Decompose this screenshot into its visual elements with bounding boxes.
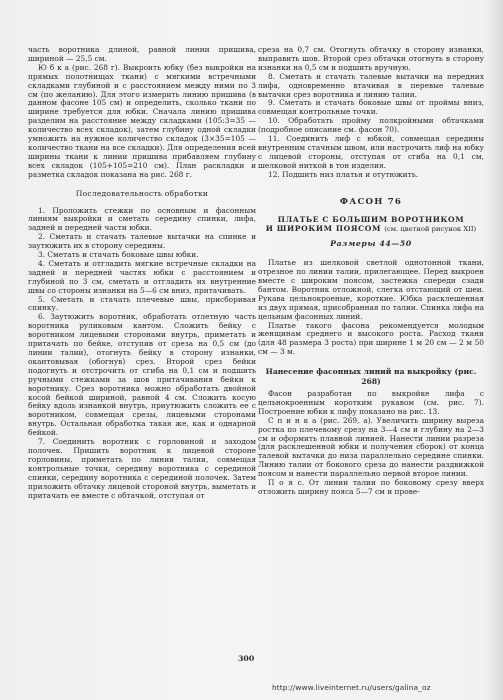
- dress-title-line: [258, 224, 484, 234]
- left-column: [28, 46, 256, 500]
- paragraph: 4. Сметать и отгладить мягкие встречные складки на задней и передней частях юбки с расстоянием и глубиной по 3 см, сметать и отгладить их внутренние швы со стороны изнанки на 5—6 см вниз, притачивать.: [28, 258, 256, 295]
- page-edge-shadow: [485, 0, 503, 700]
- paragraph: П о я с. От линии талии по боковому срезу вверх отложить ширину пояса 5—7 см и прове-: [258, 478, 484, 496]
- paragraph: Ю б к а (рис. 268 г). Выкроить юбку (без выкройки на прямых полотнищах ткани) с мягкими встречными складками глубиной и с расстоянием между ними по 3 см (по желанию). Для этого измерить линию пришива (в данном фасоне 105 см) и определить, сколько ткани по ширине требуется для юбки. Сначала линию пришива разделим на расстояние между складками (105:3=35 — количество всех складок), затем глубину одной складки умножить на нужное количество складок (3×35=105 — количество ткани на все складки). Для определения всей ширины ткани к линии пришива прибавляем глубину всех складок (105+105=210 см). План раскладки и разметка складок показана на рис. 268 г.: [28, 62, 256, 179]
- section-heading: Последовательность обработки: [75, 188, 209, 198]
- paragraph: 6. Заутюжить воротник, обработать отлетную часть воротника руликовым кантом. Сложить бейку с воротником лицевыми сторонами внутрь, приметать и притачать по бейке, отступив от среза на 0,5 см (до линии талии), отогнуть бейку в сторону изнанки, окантовывая (обогнув) срез. Второй срез бейки подогнуть и отстрочить от сгиба на 0,1 см и подшить ручными стежками за шов притачивания бейки к воротнику. Срез воротника можно обработать двойной косой бейкой шириной, равной 4 см. Сложить косую бейку вдоль изнанкой внутрь, приутюжить сложить ее с воротником, совмещая срезы, лицевыми сторонами внутрь. Остальная обработка такая же, как и однарной бейкой.: [28, 312, 256, 438]
- paragraph: 3. Сметать и стачать боковые швы юбки.: [38, 250, 199, 260]
- section-title: Нанесение фасонных линий на выкройку (рис. 268): [265, 367, 477, 386]
- dress-title-line: ПЛАТЬЕ С БОЛЬШИМ ВОРОТНИКОМ: [277, 214, 465, 224]
- paragraph: Платье из шелковой светлой однотонной ткани, отрезное по линии талии, прилегающее. Перед выкроен вместе с широким поясом, застежка спереди сзади бантом. Воротник отложной, слегка отстающий от шеи. Рукава цельнокроеные, короткие. Юбка расклешенная из двух прямая, присобранная по талии. Спинка лифа на цельным фасонных линий.: [258, 258, 484, 321]
- color-plate-reference: (см. цветной рисунок XII): [384, 224, 477, 233]
- dress-title: [258, 215, 484, 235]
- fashion-number: ФАСОН 76: [339, 196, 403, 207]
- paragraph: 11. Соединить лиф с юбкой, совмещая середины внутренним стачным швом, или настрочить лиф на юбку с лицевой стороны, отступая от сгиба на 0,1 см, шелковой ниткой в тон изделия.: [258, 134, 484, 170]
- paragraph: 9. Сметать и стачать боковые швы от проймы вниз, совмещая контрольные точки.: [258, 98, 484, 117]
- sizes-label: Размеры 44—50: [330, 239, 412, 249]
- paragraph: Платье такого фасона рекомендуется молодым женщинам среднего и высокого роста. Расход ткани (для 48 размера 3 роста) при ширине 1 м 20 см — 2 м 50 см — 3 м.: [258, 320, 484, 357]
- paragraph: С п и н к а (рис. 269, а). Увеличить ширину выреза ростка по плечевому срезу на 3—4 см и глубину на 2—3 см и оформить плавной линией. Нанести линии разреза (для расклешенной юбки и получения сборок) от конца талевой вытачки до низа параллельно середине спинки. Линию талии от бокового среза до нанести раздвижкой поясом и нанести параллельно первой второе линии.: [258, 415, 484, 479]
- footer-url: http://www.liveinternet.ru/users/galina_oz: [272, 683, 431, 692]
- paragraph: 5. Сметать и стачать плечевые швы, присборивая спинку.: [28, 294, 256, 313]
- paragraph: 10. Обработать пройму полкройными обтачками (подробное описание см. фасон 70).: [258, 116, 484, 135]
- page-number: 300: [238, 654, 255, 663]
- paragraph: 7. Соединить воротник с горловиной и заходом полочек. Пришить воротник к лицевой стороне горловины, приметать по линии талии, совмещая контрольные точки, середину воротника с серединой спинки, середину воротника с серединой полочек. Затем приложить обтачку лицевой стороной внутрь, выметать и притачать ее вместе с обтачкой, отступая от: [28, 437, 256, 500]
- paragraph: 12. Подшить низ платья и отутюжить.: [268, 169, 419, 179]
- right-column: [258, 46, 484, 497]
- paragraph: Фасон разработан по выкройке лифа с цельнокроенным коротким рукавом (см. рис. 7). Построение юбки к лифу показано на рис. 13.: [258, 389, 484, 416]
- paragraph: 8. Сметать и стачать талевые вытачки на передних лифа, одновременно втачивая в перевые талевые вытачки срез воротника и линию талии.: [258, 71, 484, 99]
- paragraph: 2. Сметать и стачать талевые вытачки на спинке и заутюжить их в сторону середины.: [28, 232, 256, 251]
- paragraph: 1. Проложить стежки по основным и фасонным линиям выкройки и сметать середину спинки, лифа, задней и передней части юбки.: [28, 205, 256, 233]
- paragraph: часть воротника длиной, равной линии пришива, шириной — 25,5 см.: [28, 45, 256, 63]
- dress-title-text: И ШИРОКИМ ПОЯСОМ: [265, 223, 382, 233]
- paragraph: среза на 0,7 см. Отогнуть обтачку в сторону изнанки, выправить шов. Второй срез обтачки отогнуть в сторону изнанки на 0,5 см и подшить вручную.: [258, 45, 484, 72]
